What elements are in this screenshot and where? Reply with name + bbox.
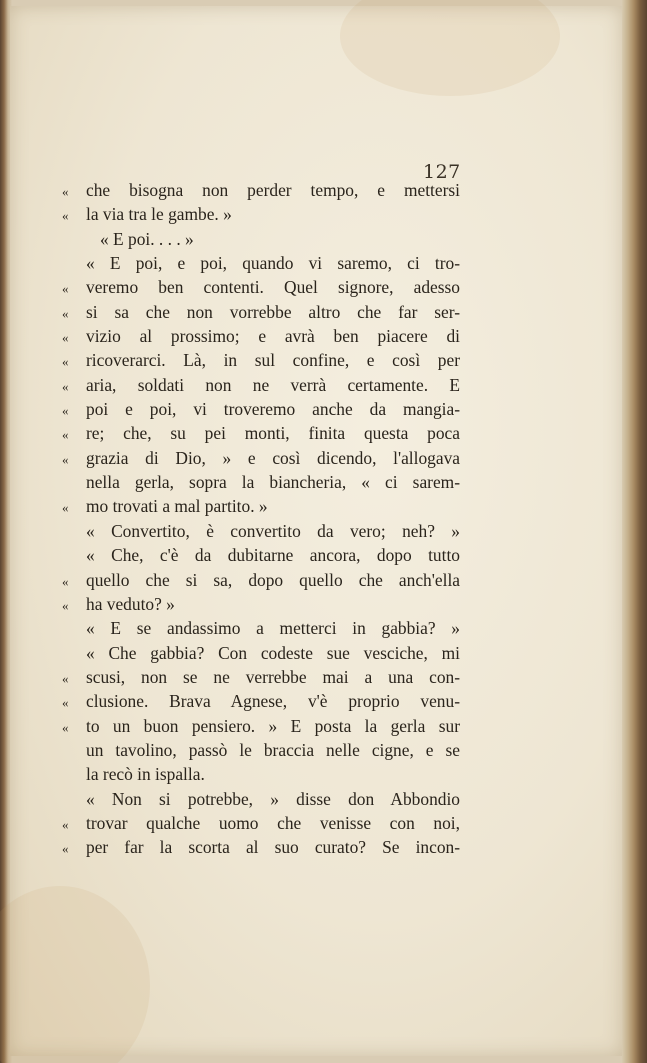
- line-text: per far la scorta al suo curato? Se incon-: [86, 837, 460, 858]
- text-line: [60, 275, 460, 299]
- margin-quote-mark: [60, 519, 86, 543]
- text-line: [60, 227, 460, 251]
- text-line: [60, 714, 460, 738]
- page-edge: [622, 0, 647, 1063]
- page-number: 127: [423, 161, 461, 183]
- margin-quote-mark: [60, 251, 86, 275]
- text-line: [60, 397, 460, 421]
- text-line: [60, 787, 460, 811]
- margin-quote-mark: [60, 227, 86, 251]
- margin-quote-mark: «: [62, 816, 69, 832]
- text-line: [60, 543, 460, 567]
- text-line: [60, 641, 460, 665]
- line-text: veremo ben contenti. Quel signore, adesso: [86, 277, 460, 298]
- margin-quote-mark: «: [62, 354, 69, 370]
- margin-quote-mark: «: [62, 403, 69, 419]
- paper-stain: [0, 886, 150, 1063]
- margin-quote-mark: «: [62, 841, 69, 857]
- margin-quote-mark: [60, 762, 86, 786]
- margin-quote-mark: [60, 738, 86, 762]
- margin-quote-mark: [60, 641, 86, 665]
- text-line: [60, 178, 460, 202]
- line-text: un tavolino, passò le braccia nelle cigne, e se: [86, 739, 460, 760]
- text-line: [60, 446, 460, 470]
- line-text: « Che gabbia? Con codeste sue vesciche, mi: [86, 642, 460, 663]
- margin-quote-mark: «: [62, 208, 69, 224]
- margin-quote-mark: «: [62, 695, 69, 711]
- text-line: [60, 568, 460, 592]
- text-line: [60, 689, 460, 713]
- margin-quote-mark: «: [62, 719, 69, 735]
- margin-quote-mark: [60, 543, 86, 567]
- text-line: [60, 324, 460, 348]
- margin-quote-mark: [60, 470, 86, 494]
- line-text: vizio al prossimo; e avrà ben piacere di: [86, 326, 460, 347]
- line-text: « Non si potrebbe, » disse don Abbondio: [86, 788, 460, 809]
- margin-quote-mark: «: [62, 597, 69, 613]
- line-text: nella gerla, sopra la biancheria, « ci sarem-: [86, 472, 460, 493]
- text-line: [60, 835, 460, 859]
- text-line: [60, 202, 460, 226]
- line-text: scusi, non se ne verrebbe mai a una con-: [86, 666, 460, 687]
- margin-quote-mark: «: [62, 573, 69, 589]
- text-line: [60, 348, 460, 372]
- margin-quote-mark: «: [62, 305, 69, 321]
- body-text: [60, 178, 460, 860]
- line-text: quello che si sa, dopo quello che anch'ella: [86, 569, 460, 590]
- text-line: [60, 665, 460, 689]
- line-text: trovar qualche uomo che venisse con noi,: [86, 812, 460, 833]
- text-line: [60, 592, 460, 616]
- line-text: poi e poi, vi troveremo anche da mangia-: [86, 399, 460, 420]
- line-text: si sa che non vorrebbe altro che far ser-: [86, 301, 460, 322]
- text-line: [60, 738, 460, 762]
- line-text: la recò in ispalla.: [86, 764, 205, 785]
- line-text: ha veduto? »: [86, 593, 175, 614]
- line-text: « Convertito, è convertito da vero; neh? »: [86, 520, 460, 541]
- margin-quote-mark: [60, 787, 86, 811]
- margin-quote-mark: «: [62, 500, 69, 516]
- text-line: [60, 616, 460, 640]
- margin-quote-mark: «: [62, 378, 69, 394]
- line-text: to un buon pensiero. » E posta la gerla sur: [86, 715, 460, 736]
- text-line: [60, 494, 460, 518]
- paper-stain: [340, 0, 560, 96]
- text-line: [60, 251, 460, 275]
- line-text: clusione. Brava Agnese, v'è proprio venu-: [86, 691, 460, 712]
- margin-quote-mark: «: [62, 427, 69, 443]
- text-line: [60, 373, 460, 397]
- line-text: « E poi. . . . »: [100, 228, 194, 249]
- line-text: « E se andassimo a metterci in gabbia? »: [86, 618, 460, 639]
- line-text: che bisogna non perder tempo, e mettersi: [86, 180, 460, 200]
- text-line: [60, 421, 460, 445]
- margin-quote-mark: «: [62, 184, 69, 199]
- text-line: [60, 300, 460, 324]
- line-text: grazia di Dio, » e così dicendo, l'allogava: [86, 447, 460, 468]
- text-line: [60, 519, 460, 543]
- line-text: « Che, c'è da dubitarne ancora, dopo tutto: [86, 545, 460, 566]
- margin-quote-mark: «: [62, 330, 69, 346]
- line-text: re; che, su pei monti, finita questa poca: [86, 423, 460, 444]
- line-text: ricoverarci. Là, in sul confine, e così per: [86, 350, 460, 371]
- line-text: « E poi, e poi, quando vi saremo, ci tro-: [86, 253, 460, 274]
- margin-quote-mark: «: [62, 451, 69, 467]
- margin-quote-mark: «: [62, 281, 69, 297]
- text-line: [60, 811, 460, 835]
- text-line: [60, 762, 460, 786]
- margin-quote-mark: [60, 616, 86, 640]
- margin-quote-mark: «: [62, 670, 69, 686]
- text-line: [60, 470, 460, 494]
- line-text: mo trovati a mal partito. »: [86, 496, 268, 517]
- line-text: la via tra le gambe. »: [86, 204, 232, 225]
- line-text: aria, soldati non ne verrà certamente. E: [86, 374, 460, 395]
